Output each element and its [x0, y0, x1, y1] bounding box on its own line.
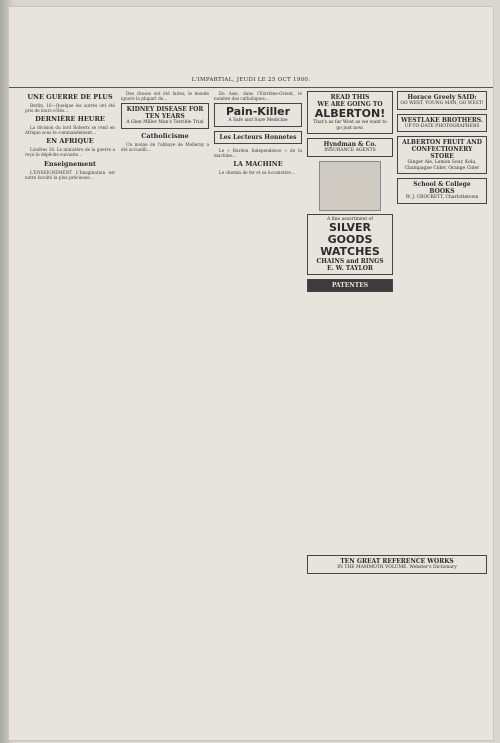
read-this-tagline: That's as far West as we want to go just now. — [313, 120, 387, 131]
les-lecteurs-box — [214, 131, 302, 144]
column-1 — [25, 91, 115, 731]
reference-sub: IN THE MAMMOTH VOLUME. Webster's Dictionary — [337, 565, 457, 570]
article-heading: DERNIÈRE HEURE — [35, 115, 105, 124]
school-books-sub: W. J. CROCKETT, Charlottetown — [405, 195, 479, 200]
alberton-fruit-title: ALBERTON FRUIT AND CONFECTIONERY STORE — [402, 139, 482, 160]
school-books-ad — [397, 178, 487, 204]
article-heading: Enseignement — [43, 159, 97, 168]
newspaper-page — [8, 6, 494, 741]
masthead: L'IMPARTIAL, JEUDI LE 25 OCT 1900. — [191, 77, 311, 83]
article-body: En Asie, dans l'Extrême-Orient, le nombre des catholiques… — [214, 91, 302, 102]
reference-works-ad — [307, 555, 487, 578]
les-lecteurs-title: Les Lecteurs Honnetes — [219, 133, 297, 141]
kidney-ad-title: KIDNEY DISEASE FOR TEN YEARS — [126, 106, 204, 121]
column-3 — [214, 91, 302, 731]
painkiller-title: Pain-Killer — [225, 105, 291, 119]
watches-title: SILVER GOODS WATCHES — [320, 221, 380, 258]
article-heading: Catholicisme — [141, 131, 189, 140]
article-body: Londres 16. Le ministère de la guerre a reçu le dépêche suivante… — [25, 147, 115, 158]
alberton-fruit-ad — [397, 136, 487, 174]
article-body: Des choses ont été faites; le monde ignore la plupart de… — [121, 91, 209, 102]
article-body: La division du lord Roberts se rend en Afrique sous le commandement… — [25, 125, 115, 136]
taylor-name: E. W. TAYLOR — [327, 265, 373, 272]
painkiller-ad — [214, 103, 302, 127]
reference-box — [307, 555, 487, 574]
illustration-placeholder — [319, 161, 381, 211]
alberton-fruit-items: Ginger Ale, Lemon Sour, Kola, Champagne Cider, Orange Cider — [404, 160, 480, 171]
greeley-ad — [397, 91, 487, 110]
column-4 — [307, 91, 393, 741]
article-body: Le « Burden Independence » de la machine… — [214, 147, 302, 158]
column-2 — [121, 91, 209, 731]
article-heading: LA MACHINE — [233, 159, 283, 168]
article-body: L'ENSEIGNEMENT L'Imagination est notre faculté la plus précieuse… — [25, 169, 115, 180]
kidney-ad-sub: A Glen Miller Man's Terrible Trial — [126, 120, 204, 126]
westlake-sub: UP-TO-DATE PHOTOGRAPHERS — [404, 123, 480, 129]
watches-ad — [307, 214, 393, 276]
hyndman-ad — [307, 138, 393, 157]
article-body: Berlin, 16—Quelque les autres ont été pris de leurs côtés… — [25, 103, 115, 114]
reference-title: TEN GREAT REFERENCE WORKS — [340, 558, 454, 565]
westlake-ad — [397, 114, 487, 133]
going-to: WE ARE GOING TO — [317, 101, 383, 108]
hyndman-sub: INSURANCE AGENTS — [324, 148, 376, 153]
patents-ad — [307, 279, 393, 292]
article-heading: EN AFRIQUE — [46, 137, 94, 146]
column-5 — [397, 91, 487, 741]
greeley-sub: GO WEST, YOUNG MAN, GO WEST! — [400, 101, 484, 106]
read-this-ad — [307, 91, 393, 134]
article-body: Le chemin de fer et sa locomotive… — [219, 169, 296, 175]
alberton-headline: ALBERTON! — [314, 107, 386, 120]
westlake-title: WESTLAKE BROTHERS. — [400, 116, 484, 124]
read-this-title: READ THIS — [330, 94, 370, 101]
article-heading: UNE GUERRE DE PLUS — [27, 93, 113, 101]
page-header — [9, 77, 493, 88]
article-body: Un moine de l'abbaye de Melleray a été accueilli… — [121, 141, 209, 152]
patents-title: PATENTES — [331, 282, 369, 289]
kidney-ad — [121, 103, 209, 129]
hyndman-title: Hyndman & Co. — [323, 141, 377, 148]
chains-rings: CHAINS and RINGS — [316, 258, 384, 265]
school-books-title: School & College BOOKS — [413, 181, 471, 195]
watches-intro: A fine assortment of — [326, 216, 374, 222]
painkiller-sub: A Safe and Sure Medicine — [228, 118, 288, 124]
greeley-title: Horace Greely SAID: — [407, 94, 477, 101]
